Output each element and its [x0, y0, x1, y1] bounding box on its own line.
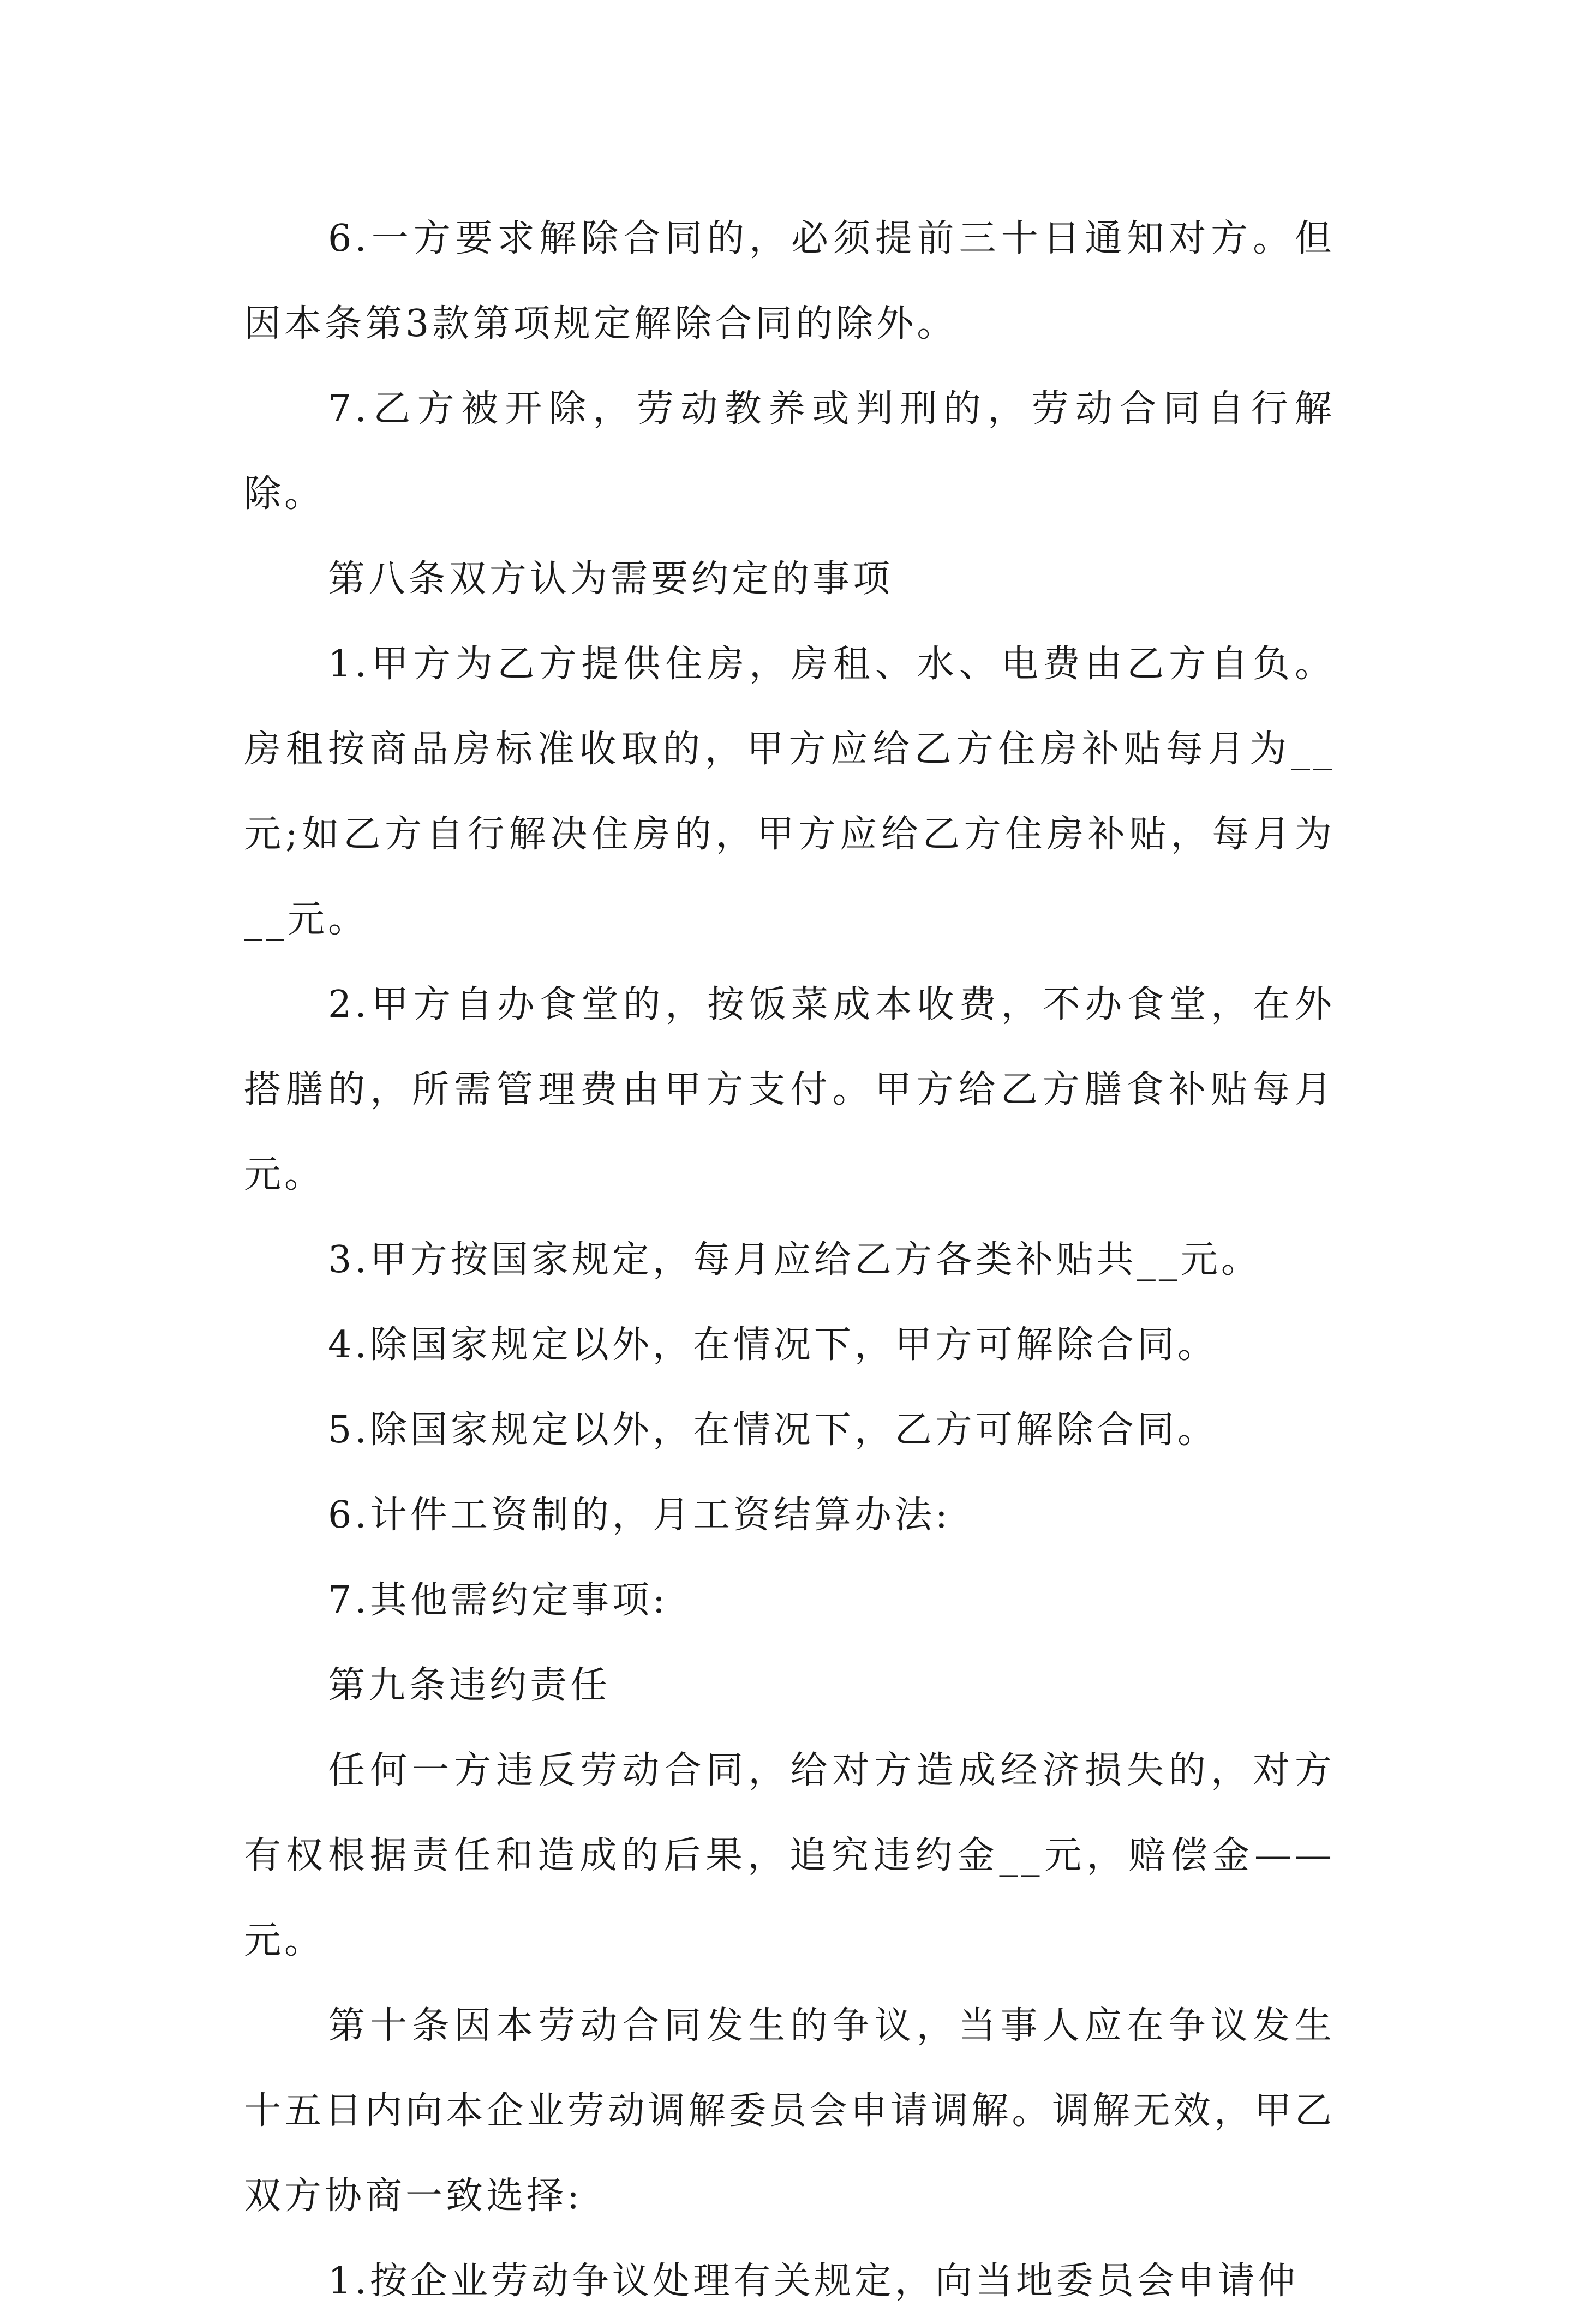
document-body — [244, 196, 1335, 2324]
article-9-body: 任何一方违反劳动合同，给对方造成经济损失的，对方有权根据责任和造成的后果，追究违约金__元，赔偿金——元。 — [244, 1749, 1335, 1962]
article-10-item-1: 1.按企业劳动争议处理有关规定，向当地委员会申请仲 — [328, 2260, 1299, 2303]
article-8-item-6: 6.计件工资制的，月工资结算办法: — [328, 1494, 951, 1537]
article-8-heading: 第八条双方认为需要约定的事项 — [328, 558, 894, 601]
article-8-item-3: 3.甲方按国家规定，每月应给乙方各类补贴共__元。 — [328, 1238, 1261, 1281]
article-8-item-5: 5.除国家规定以外，在情况下，乙方可解除合同。 — [328, 1409, 1218, 1452]
article-8-item-2: 2.甲方自办食堂的，按饭菜成本收费，不办食堂，在外搭膳的，所需管理费由甲方支付。甲方给乙方膳食补贴每月元。 — [244, 983, 1335, 1196]
article-8-item-4: 4.除国家规定以外，在情况下，甲方可解除合同。 — [328, 1323, 1218, 1367]
article-10-body: 第十条因本劳动合同发生的争议，当事人应在争议发生十五日内向本企业劳动调解委员会申请调解。调解无效，甲乙双方协商一致选择: — [244, 2004, 1335, 2218]
clause-7-item-6: 6.一方要求解除合同的，必须提前三十日通知对方。但因本条第3款第项规定解除合同的除外。 — [244, 217, 1335, 345]
article-8-item-1: 1.甲方为乙方提供住房，房租、水、电费由乙方自负。房租按商品房标准收取的，甲方应给乙方住房补贴每月为__元;如乙方自行解决住房的，甲方应给乙方住房补贴，每月为__元。 — [244, 643, 1335, 941]
article-9-heading: 第九条违约责任 — [328, 1664, 611, 1707]
article-8-item-7: 7.其他需约定事项: — [328, 1579, 668, 1622]
clause-7-item-7: 7.乙方被开除，劳动教养或判刑的，劳动合同自行解除。 — [244, 387, 1335, 516]
